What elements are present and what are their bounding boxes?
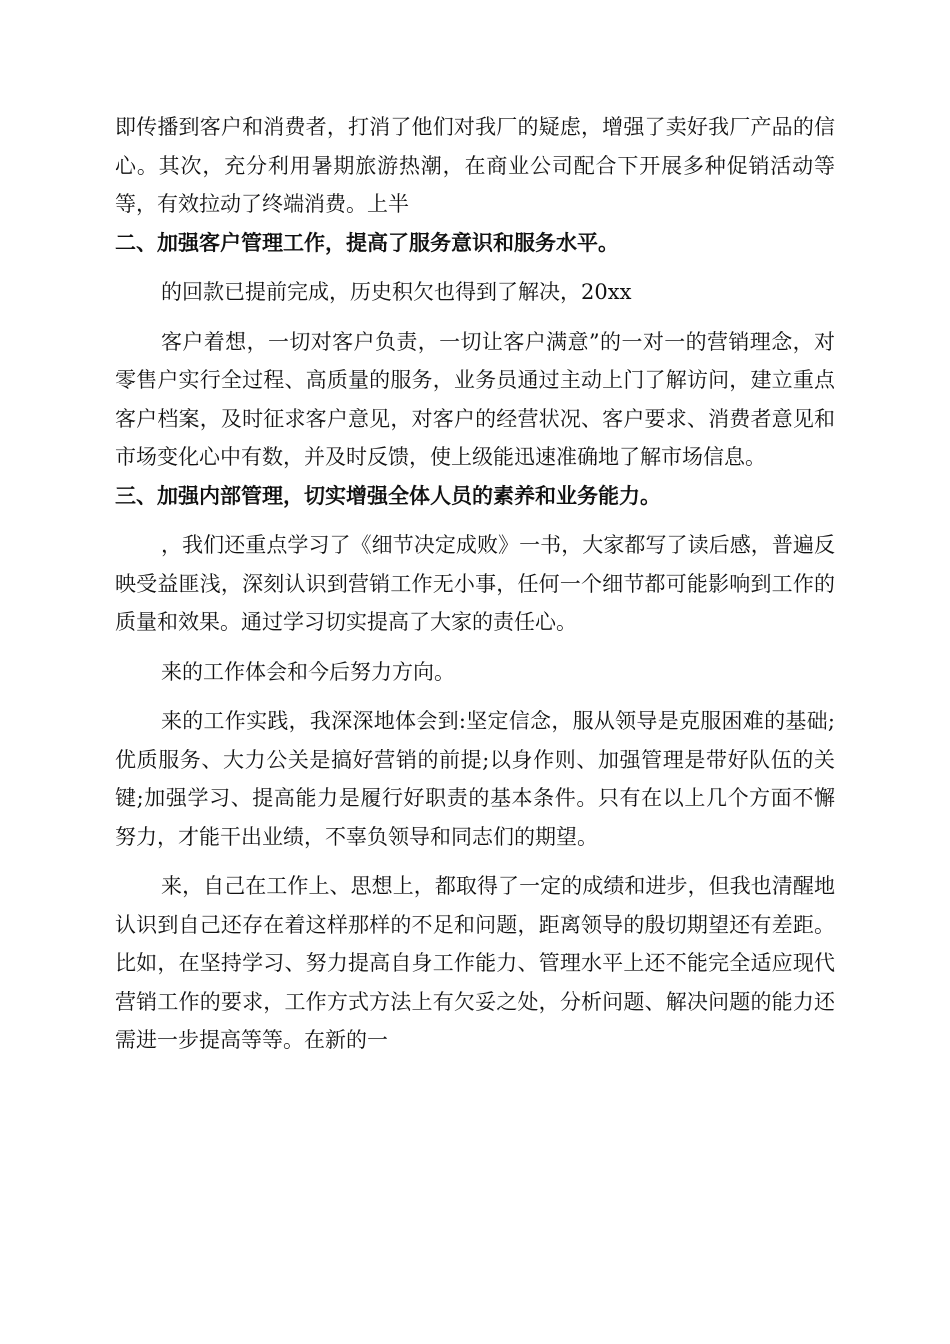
- paragraph-6: 来的工作实践，我深深地体会到:坚定信念，服从领导是克服困难的基础;优质服务、大力公关是搞好营销的前提;以身作则、加强管理是带好队伍的关键;加强学习、提高能力是履行好职责的基本条件。只有在以上几个方面不懈努力，才能干出业绩，不辜负领导和同志们的期望。: [115, 709, 835, 849]
- paragraph-7: 来，自己在工作上、思想上，都取得了一定的成绩和进步，但我也清醒地认识到自己还存在着这样那样的不足和问题，距离领导的殷切期望还有差距。比如，在坚持学习、努力提高自身工作能力、管理水平上还不能完全适应现代营销工作的要求，工作方式方法上有欠妥之处，分析问题、解决问题的能力还需进一步提高等等。在新的一: [115, 874, 835, 1052]
- section-heading-3: 三、加强内部管理，切实增强全体人员的素养和业务能力。: [115, 483, 661, 508]
- section-heading-2: 二、加强客户管理工作，提高了服务意识和服务水平。: [115, 230, 619, 255]
- paragraph-2: 的回款已提前完成，历史积欠也得到了解决，20xx: [161, 280, 632, 304]
- paragraph-3: 客户着想，一切对客户负责，一切让客户满意”的一对一的营销理念，对零售户实行全过程、高质量的服务，业务员通过主动上门了解访问，建立重点客户档案，及时征求客户意见，对客户的经营状况、客户要求、消费者意见和市场变化心中有数，并及时反馈，使上级能迅速准确地了解市场信息。: [115, 329, 835, 469]
- paragraph-5: 来的工作体会和今后努力方向。: [161, 659, 455, 684]
- paragraph-1: 即传播到客户和消费者，打消了他们对我厂的疑虑，增强了卖好我厂产品的信心。其次，充分利用暑期旅游热潮，在商业公司配合下开展多种促销活动等等，有效拉动了终端消费。上半: [115, 115, 835, 216]
- paragraph-4: ，我们还重点学习了《细节决定成败》一书，大家都写了读后感，普遍反映受益匪浅，深刻认识到营销工作无小事，任何一个细节都可能影响到工作的质量和效果。通过学习切实提高了大家的责任心。: [115, 533, 835, 634]
- document-body: [115, 108, 835, 1060]
